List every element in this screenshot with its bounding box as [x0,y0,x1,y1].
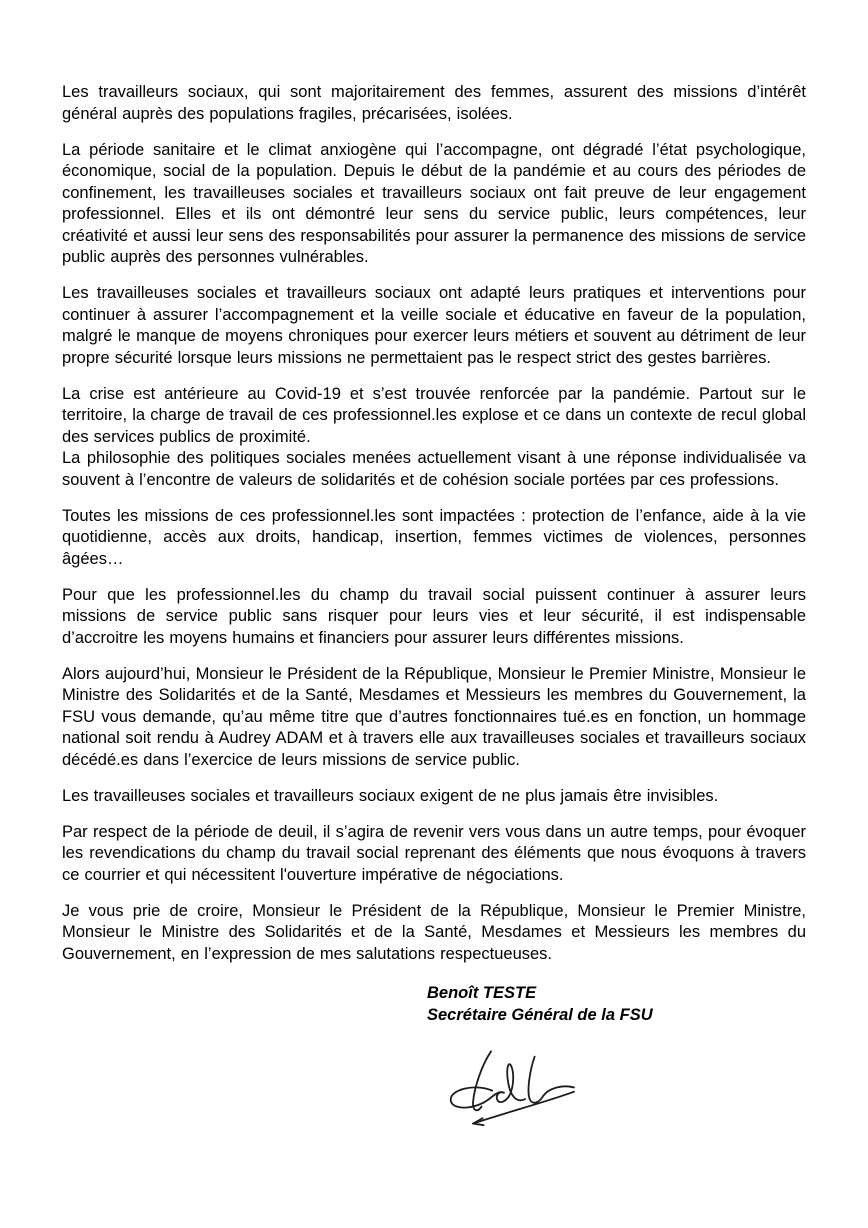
letter-paragraph-4: La crise est antérieure au Covid-19 et s’est trouvée renforcée par la pandémie. Partout sur le territoire, la charge de travail de ces professionnel.les explose et ce dans un contexte de recul global des services publics de proximité. [62,384,806,446]
signatory-title: Secrétaire Général de la FSU [427,1005,653,1024]
letter-paragraph-5: La philosophie des politiques sociales menées actuellement visant à une réponse individualisée va souvent à l’encontre de valeurs de solidarités et de cohésion sociale portées par ces professions. [62,449,806,489]
letter-paragraph-6: Toutes les missions de ces professionnel.les sont impactées : protection de l’enfance, aide à la vie quotidienne, accès aux droits, handicap, insertion, femmes victimes de violences, personnes âgées… [62,506,806,568]
letter-paragraph-10: Par respect de la période de deuil, il s’agira de revenir vers vous dans un autre temps, pour évoquer les revendications du champ du travail social reprenant des éléments que nous évoquons à travers ce courrier et qui nécessitent l'ouverture impérative de négociations. [62,822,806,884]
letter-paragraph-2: La période sanitaire et le climat anxiogène qui l’accompagne, ont dégradé l’état psychologique, économique, social de la population. Depuis le début de la pandémie et au cours des périodes de confinement, les travailleuses sociales et travailleurs sociaux ont fait preuve de leur engagement professionnel. Elles et ils ont démontré leur sens du service public, leurs compétences, leur créativité et aussi leur sens des responsabilités pour assurer la permanence des missions de service public auprès des personnes vulnérables. [62,140,806,266]
letter-paragraph-3: Les travailleuses sociales et travailleurs sociaux ont adapté leurs pratiques et interventions pour continuer à assurer l’accompagnement et la veille sociale et éducative en faveur de la population, malgré le manque de moyens chroniques pour exercer leurs métiers et souvent au détriment de leur propre sécurité lorsque leurs missions ne permettaient pas le respect strict des gestes barrières. [62,284,806,367]
letter-paragraph-1: Les travailleurs sociaux, qui sont majoritairement des femmes, assurent des missions d’intérêt général auprès des populations fragiles, précarisées, isolées. [62,83,806,123]
handwritten-signature-icon [440,1046,590,1131]
letter-body [62,82,806,1131]
signatory-name: Benoît TESTE [427,984,537,1002]
letter-paragraph-9: Les travailleuses sociales et travailleurs sociaux exigent de ne plus jamais être invisibles. [62,786,719,805]
letter-paragraph-11: Je vous prie de croire, Monsieur le Président de la République, Monsieur le Premier Ministre, Monsieur le Ministre des Solidarités et de la Santé, Mesdames et Messieurs les membres du Gouvernement, en l’expression de mes salutations respectueuses. [62,901,806,963]
letter-paragraph-8: Alors aujourd’hui, Monsieur le Président de la République, Monsieur le Premier Ministre, Monsieur le Ministre des Solidarités et de la Santé, Mesdames et Messieurs les membres du Gouvernement, la FSU vous demande, qu’au même titre que d’autres fonctionnaires tué.es en fonction, un hommage national soit rendu à Audrey ADAM et à travers elle aux travailleuses sociales et travailleurs sociaux décédé.es dans l’exercice de leurs missions de service public. [62,664,806,769]
letter-paragraph-7: Pour que les professionnel.les du champ du travail social puissent continuer à assurer leurs missions de service public sans risquer pour leurs vies et leur sécurité, il est indispensable d’accroitre les moyens humains et financiers pour assurer leurs différentes missions. [62,585,806,647]
signature-block [427,983,806,1026]
